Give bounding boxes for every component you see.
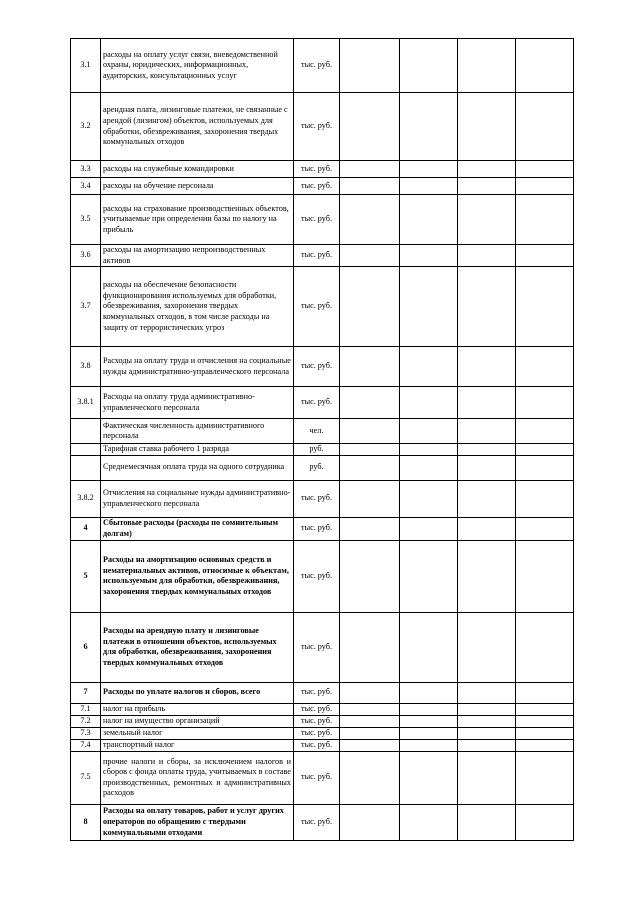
value-cell: [516, 727, 574, 739]
value-cell: [516, 715, 574, 727]
value-cell: [458, 804, 516, 840]
row-description: Расходы на оплату товаров, работ и услуг других операторов по обращению с твердыми коммунальными отходами: [101, 804, 294, 840]
row-number: 3.8.2: [71, 480, 101, 517]
value-cell: [458, 682, 516, 703]
row-unit: тыс. руб.: [294, 715, 340, 727]
row-unit: тыс. руб.: [294, 682, 340, 703]
value-cell: [340, 703, 400, 715]
row-number: 7.2: [71, 715, 101, 727]
value-cell: [516, 517, 574, 540]
row-description: расходы на обеспечение безопасности функционирования используемых для обработки, обезвреживания, захоронения твердых коммунальных отходов, в том числе расходы на защиту от террористических угроз: [101, 267, 294, 347]
cost-table-body: [71, 39, 574, 841]
value-cell: [400, 715, 458, 727]
row-unit: тыс. руб.: [294, 161, 340, 178]
value-cell: [400, 703, 458, 715]
value-cell: [458, 715, 516, 727]
table-row: [71, 682, 574, 703]
value-cell: [400, 93, 458, 161]
row-description: Расходы на арендную плату и лизинговые платежи в отношении объектов, используемых для обработки, обезвреживания, захоронения твердых коммунальных отходов: [101, 612, 294, 682]
row-number: 3.6: [71, 245, 101, 267]
row-description: расходы на служебные командировки: [101, 161, 294, 178]
row-unit: тыс. руб.: [294, 347, 340, 387]
value-cell: [458, 455, 516, 480]
value-cell: [458, 387, 516, 419]
table-row: [71, 178, 574, 195]
value-cell: [516, 347, 574, 387]
row-number: [71, 455, 101, 480]
row-number: 6: [71, 612, 101, 682]
value-cell: [516, 93, 574, 161]
table-row: [71, 39, 574, 93]
row-number: 3.1: [71, 39, 101, 93]
value-cell: [340, 39, 400, 93]
row-description: налог на прибыль: [101, 703, 294, 715]
value-cell: [516, 267, 574, 347]
value-cell: [458, 612, 516, 682]
value-cell: [458, 93, 516, 161]
value-cell: [458, 480, 516, 517]
row-unit: руб.: [294, 455, 340, 480]
value-cell: [516, 161, 574, 178]
table-row: [71, 387, 574, 419]
table-row: [71, 195, 574, 245]
value-cell: [400, 480, 458, 517]
table-row: [71, 419, 574, 444]
table-row: [71, 751, 574, 804]
value-cell: [400, 739, 458, 751]
value-cell: [400, 455, 458, 480]
row-unit: тыс. руб.: [294, 245, 340, 267]
row-description: Отчисления на социальные нужды административно-управленческого персонала: [101, 480, 294, 517]
row-description: расходы на страхование производственных объектов, учитываемые при определении базы по налогу на прибыль: [101, 195, 294, 245]
value-cell: [340, 682, 400, 703]
value-cell: [400, 387, 458, 419]
value-cell: [458, 739, 516, 751]
row-unit: тыс. руб.: [294, 195, 340, 245]
cost-table: [70, 38, 574, 841]
value-cell: [340, 455, 400, 480]
table-row: [71, 161, 574, 178]
value-cell: [400, 39, 458, 93]
table-row: [71, 480, 574, 517]
row-description: Фактическая численность административного персонала: [101, 419, 294, 444]
row-unit: тыс. руб.: [294, 267, 340, 347]
row-unit: тыс. руб.: [294, 93, 340, 161]
value-cell: [516, 39, 574, 93]
row-unit: тыс. руб.: [294, 751, 340, 804]
value-cell: [458, 540, 516, 612]
row-description: транспортный налог: [101, 739, 294, 751]
row-unit: тыс. руб.: [294, 739, 340, 751]
row-description: Расходы на оплату труда административно-управленческого персонала: [101, 387, 294, 419]
value-cell: [458, 39, 516, 93]
table-row: [71, 455, 574, 480]
row-description: прочие налоги и сборы, за исключением налогов и сборов с фонда оплаты труда, учитываемых в составе производственных, ремонтных и административных расходов: [101, 751, 294, 804]
value-cell: [516, 682, 574, 703]
value-cell: [400, 804, 458, 840]
value-cell: [340, 267, 400, 347]
row-number: 4: [71, 517, 101, 540]
value-cell: [516, 387, 574, 419]
table-row: [71, 703, 574, 715]
table-row: [71, 804, 574, 840]
value-cell: [400, 195, 458, 245]
row-unit: тыс. руб.: [294, 804, 340, 840]
row-number: 3.8: [71, 347, 101, 387]
row-unit: тыс. руб.: [294, 178, 340, 195]
row-number: 7: [71, 682, 101, 703]
row-unit: руб.: [294, 444, 340, 456]
value-cell: [340, 739, 400, 751]
row-unit: тыс. руб.: [294, 480, 340, 517]
table-row: [71, 267, 574, 347]
value-cell: [458, 347, 516, 387]
table-row: [71, 739, 574, 751]
row-description: Расходы на оплату труда и отчисления на социальные нужды административно-управленческого персонала: [101, 347, 294, 387]
value-cell: [400, 612, 458, 682]
row-description: расходы на обучение персонала: [101, 178, 294, 195]
table-row: [71, 347, 574, 387]
value-cell: [458, 267, 516, 347]
row-number: [71, 419, 101, 444]
value-cell: [458, 517, 516, 540]
value-cell: [516, 195, 574, 245]
table-row: [71, 517, 574, 540]
value-cell: [516, 612, 574, 682]
row-unit: тыс. руб.: [294, 517, 340, 540]
value-cell: [340, 347, 400, 387]
row-unit: чел.: [294, 419, 340, 444]
row-number: 7.1: [71, 703, 101, 715]
value-cell: [516, 703, 574, 715]
row-description: Расходы по уплате налогов и сборов, всего: [101, 682, 294, 703]
row-unit: тыс. руб.: [294, 612, 340, 682]
row-unit: тыс. руб.: [294, 703, 340, 715]
value-cell: [400, 444, 458, 456]
row-description: Среднемесячная оплата труда на одного сотрудника: [101, 455, 294, 480]
row-description: Расходы на амортизацию основных средств и нематериальных активов, относимые к объектам, используемым для обработки, обезвреживания, захоронения твердых коммунальных отходов: [101, 540, 294, 612]
row-number: 3.5: [71, 195, 101, 245]
value-cell: [340, 245, 400, 267]
value-cell: [458, 245, 516, 267]
value-cell: [400, 245, 458, 267]
value-cell: [400, 419, 458, 444]
value-cell: [516, 178, 574, 195]
value-cell: [458, 444, 516, 456]
value-cell: [340, 480, 400, 517]
row-number: 8: [71, 804, 101, 840]
value-cell: [458, 703, 516, 715]
value-cell: [340, 612, 400, 682]
value-cell: [400, 682, 458, 703]
value-cell: [400, 267, 458, 347]
value-cell: [340, 517, 400, 540]
value-cell: [458, 727, 516, 739]
value-cell: [458, 178, 516, 195]
row-number: 3.4: [71, 178, 101, 195]
value-cell: [400, 751, 458, 804]
row-unit: тыс. руб.: [294, 387, 340, 419]
value-cell: [340, 715, 400, 727]
value-cell: [516, 804, 574, 840]
row-number: 7.5: [71, 751, 101, 804]
value-cell: [516, 751, 574, 804]
row-unit: тыс. руб.: [294, 39, 340, 93]
value-cell: [516, 444, 574, 456]
value-cell: [340, 804, 400, 840]
value-cell: [340, 387, 400, 419]
value-cell: [340, 195, 400, 245]
row-number: [71, 444, 101, 456]
value-cell: [516, 739, 574, 751]
value-cell: [400, 178, 458, 195]
value-cell: [458, 195, 516, 245]
row-number: 3.3: [71, 161, 101, 178]
value-cell: [340, 540, 400, 612]
row-description: Тарифная ставка рабочего 1 разряда: [101, 444, 294, 456]
value-cell: [458, 751, 516, 804]
value-cell: [458, 419, 516, 444]
row-number: 7.4: [71, 739, 101, 751]
value-cell: [340, 178, 400, 195]
value-cell: [516, 540, 574, 612]
value-cell: [340, 751, 400, 804]
value-cell: [340, 727, 400, 739]
row-number: 3.7: [71, 267, 101, 347]
value-cell: [340, 444, 400, 456]
row-description: расходы на оплату услуг связи, вневедомственной охраны, юридических, информационных, аудиторских, консультационных услуг: [101, 39, 294, 93]
row-description: налог на имущество организаций: [101, 715, 294, 727]
value-cell: [340, 93, 400, 161]
row-number: 7.3: [71, 727, 101, 739]
table-row: [71, 612, 574, 682]
row-description: арендная плата, лизинговые платежи, не связанные с арендой (лизингом) объектов, используемых для обработки, обезвреживания, захоронения твердых коммунальных отходов: [101, 93, 294, 161]
value-cell: [400, 540, 458, 612]
row-number: 3.2: [71, 93, 101, 161]
value-cell: [340, 419, 400, 444]
value-cell: [400, 347, 458, 387]
value-cell: [516, 480, 574, 517]
table-row: [71, 444, 574, 456]
value-cell: [516, 419, 574, 444]
row-number: 5: [71, 540, 101, 612]
row-description: расходы на амортизацию непроизводственных активов: [101, 245, 294, 267]
row-description: Сбытовые расходы (расходы по сомнительным долгам): [101, 517, 294, 540]
row-unit: тыс. руб.: [294, 540, 340, 612]
row-description: земельный налог: [101, 727, 294, 739]
row-unit: тыс. руб.: [294, 727, 340, 739]
value-cell: [516, 455, 574, 480]
value-cell: [400, 727, 458, 739]
value-cell: [400, 517, 458, 540]
table-row: [71, 245, 574, 267]
table-row: [71, 727, 574, 739]
table-row: [71, 540, 574, 612]
value-cell: [458, 161, 516, 178]
value-cell: [400, 161, 458, 178]
value-cell: [340, 161, 400, 178]
table-row: [71, 715, 574, 727]
row-number: 3.8.1: [71, 387, 101, 419]
value-cell: [516, 245, 574, 267]
table-row: [71, 93, 574, 161]
